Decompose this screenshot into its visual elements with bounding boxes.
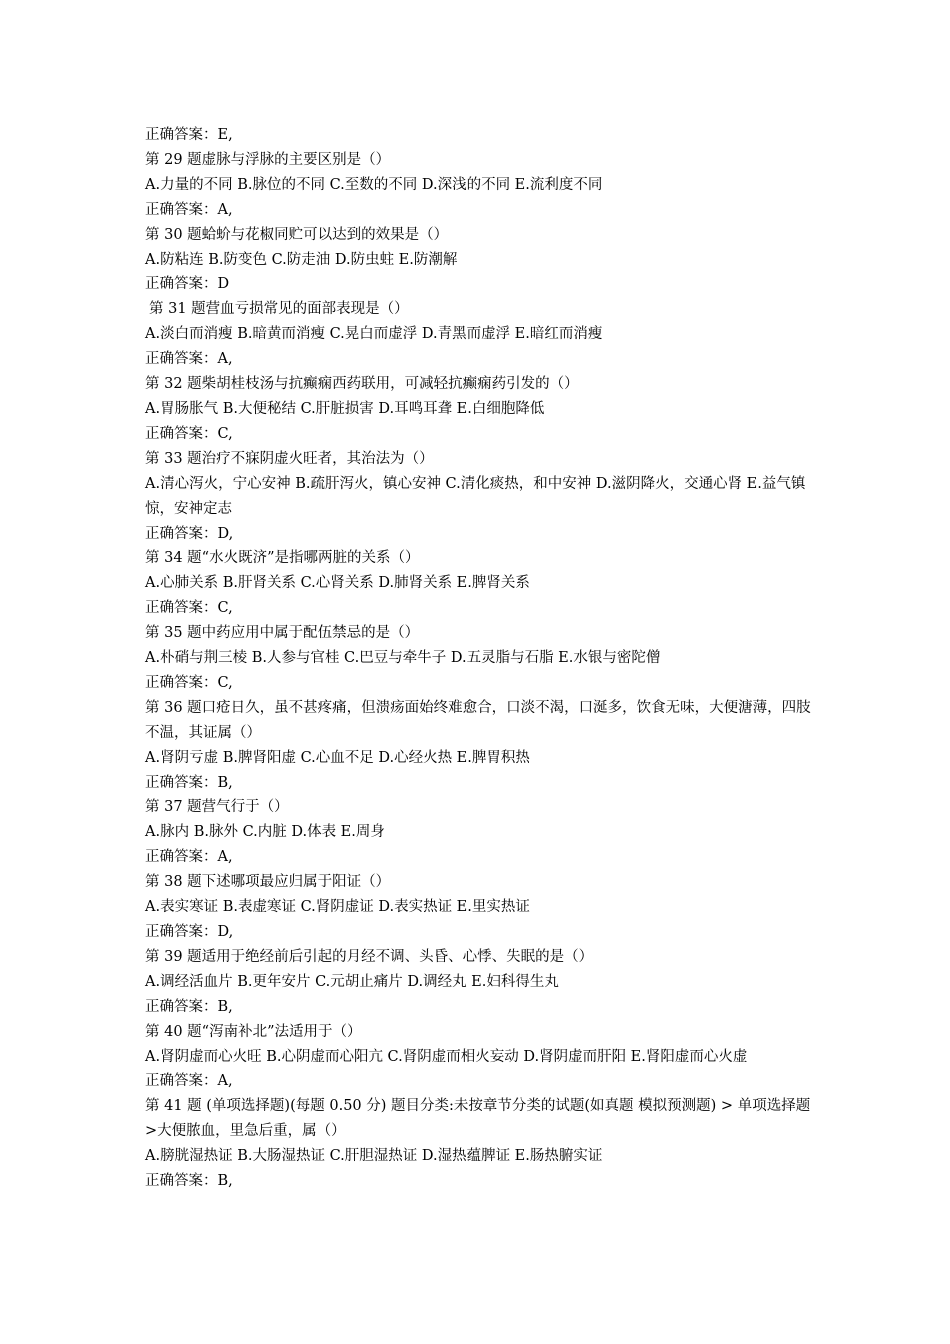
options-35: A.朴硝与荆三棱 B.人参与官桂 C.巴豆与牵牛子 D.五灵脂与石脂 E.水银与密陀僧: [145, 650, 661, 667]
options-41: A.膀胱湿热证 B.大肠湿热证 C.肝胆湿热证 D.湿热蕴脾证 E.肠热腑实证: [145, 1148, 603, 1165]
question-38: 第 38 题下述哪项最应归属于阳证（）: [145, 874, 391, 891]
options-34: A.心肺关系 B.肝肾关系 C.心肾关系 D.肺肾关系 E.脾肾关系: [145, 575, 530, 592]
answer-32: 正确答案：C,: [145, 425, 233, 442]
options-40: A.肾阴虚而心火旺 B.心阴虚而心阳亢 C.肾阴虚而相火妄动 D.肾阴虚而肝阳 E.肾阳虚而心火虚: [145, 1048, 748, 1065]
options-31: A.淡白而消瘦 B.暗黄而消瘦 C.晃白而虚浮 D.青黑而虚浮 E.暗红而消瘦: [145, 326, 603, 343]
question-34: 第 34 题“水火既济”是指哪两脏的关系（）: [145, 550, 420, 567]
document-page: [145, 123, 815, 1194]
options-37: A.脉内 B.脉外 C.内脏 D.体表 E.周身: [145, 824, 385, 841]
question-32: 第 32 题柴胡桂枝汤与抗癫痫西药联用，可减轻抗癫痫药引发的（）: [145, 376, 579, 393]
question-29: 第 29 题虚脉与浮脉的主要区别是（）: [145, 151, 391, 168]
answer-41: 正确答案：B,: [145, 1173, 233, 1190]
answer-38: 正确答案：D,: [145, 924, 234, 940]
question-40: 第 40 题“泻南补北”法适用于（）: [145, 1023, 362, 1040]
answer-39: 正确答案：B,: [145, 998, 233, 1015]
options-30: A.防粘连 B.防变色 C.防走油 D.防虫蛀 E.防潮解: [145, 251, 458, 268]
options-36: A.肾阴亏虚 B.脾肾阳虚 C.心血不足 D.心经火热 E.脾胃积热: [145, 749, 530, 766]
answer-29: 正确答案：A,: [145, 201, 233, 218]
answer-33: 正确答案：D,: [145, 525, 234, 542]
question-41: 第 41 题 (单项选择题)(每题 0.50 分) 题目分类:未按章节分类的试题(如真题 模拟预测题) > 单项选择题 >大便脓血，里急后重，属（）: [145, 1098, 811, 1140]
options-38: A.表实寒证 B.表虚寒证 C.肾阴虚证 D.表实热证 E.里实热证: [145, 899, 530, 916]
question-31: 第 31 题营血亏损常见的面部表现是（）: [149, 301, 409, 318]
answer-40: 正确答案：A,: [145, 1073, 233, 1090]
question-33: 第 33 题治疗不寐阴虚火旺者，其治法为（）: [145, 450, 434, 467]
options-29: A.力量的不同 B.脉位的不同 C.至数的不同 D.深浅的不同 E.流利度不同: [145, 176, 603, 193]
answer-36: 正确答案：B,: [145, 774, 233, 791]
options-33: A.清心泻火，宁心安神 B.疏肝泻火，镇心安神 C.清化痰热，和中安神 D.滋阴降火，交通心肾 E.益气镇惊，安神定志: [145, 475, 806, 517]
answer-30: 正确答案：D: [145, 276, 230, 293]
answer-37: 正确答案：A,: [145, 849, 233, 866]
options-32: A.胃肠胀气 B.大便秘结 C.肝脏损害 D.耳鸣耳聋 E.白细胞降低: [145, 400, 545, 417]
answer-35: 正确答案：C,: [145, 674, 233, 691]
answer-31: 正确答案：A,: [145, 351, 233, 368]
question-37: 第 37 题营气行于（）: [145, 799, 289, 816]
answer-line: 正确答案：E,: [145, 127, 233, 143]
options-39: A.调经活血片 B.更年安片 C.元胡止痛片 D.调经丸 E.妇科得生丸: [145, 973, 559, 990]
question-30: 第 30 题蛤蚧与花椒同贮可以达到的效果是（）: [145, 226, 449, 243]
question-36: 第 36 题口疮日久，虽不甚疼痛，但溃疡面始终难愈合，口淡不渴，口涎多，饮食无味，大便溏薄，四肢不温，其证属（）: [145, 699, 811, 741]
answer-34: 正确答案：C,: [145, 600, 233, 617]
question-39: 第 39 题适用于绝经前后引起的月经不调、头昏、心悸、失眠的是（）: [145, 948, 594, 965]
question-35: 第 35 题中药应用中属于配伍禁忌的是（）: [145, 625, 420, 642]
